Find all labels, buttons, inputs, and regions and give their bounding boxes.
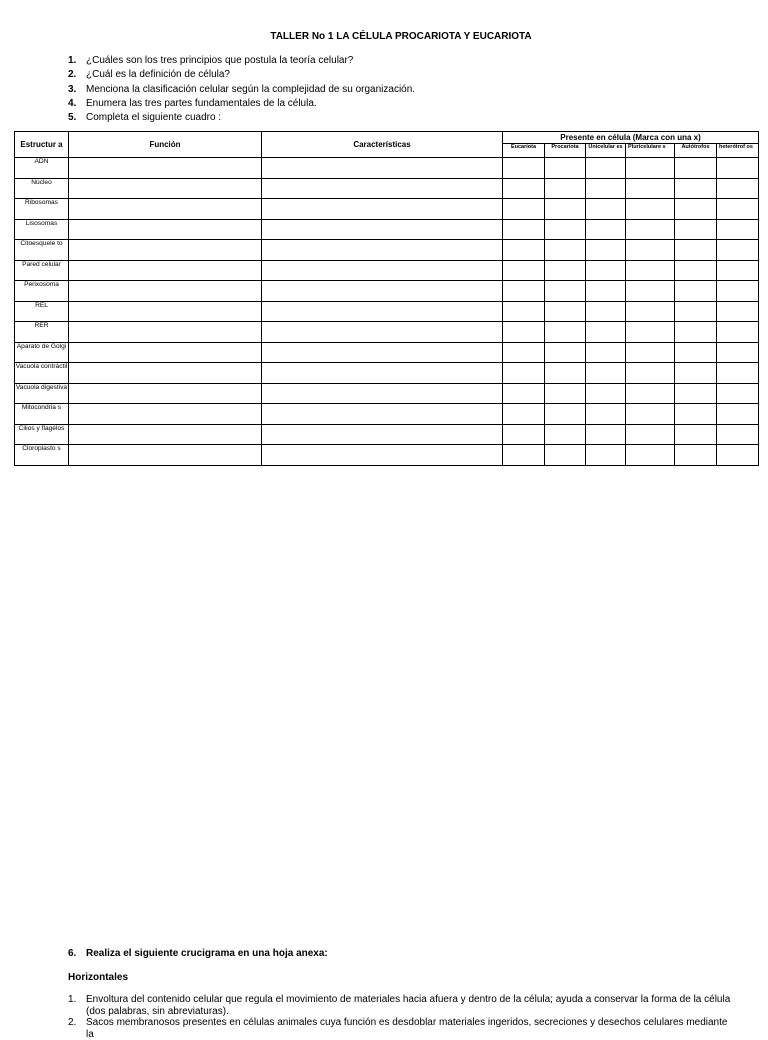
blank-cell[interactable]: [717, 260, 759, 281]
blank-cell[interactable]: [675, 424, 717, 445]
table-row: [15, 178, 759, 199]
table-row: [15, 383, 759, 404]
blank-cell[interactable]: [69, 322, 262, 343]
blank-cell[interactable]: [69, 404, 262, 425]
blank-cell[interactable]: [545, 158, 586, 179]
blank-cell[interactable]: [69, 199, 262, 220]
blank-cell[interactable]: [503, 404, 545, 425]
blank-cell[interactable]: [717, 404, 759, 425]
blank-cell[interactable]: [503, 383, 545, 404]
header-caracteristicas: Características: [262, 132, 503, 158]
header-heterotrofos: heterótrof os: [717, 144, 759, 158]
structure-label: Núcleo: [15, 178, 69, 199]
blank-cell[interactable]: [503, 301, 545, 322]
blank-cell[interactable]: [586, 281, 626, 302]
table-row: [15, 260, 759, 281]
clue-text: Sacos membranosos presentes en células animales cuya función es desdoblar materiales ingeridos, secreciones y desechos celulares mediante la: [86, 1017, 728, 1040]
blank-cell[interactable]: [503, 424, 545, 445]
blank-cell[interactable]: [675, 281, 717, 302]
blank-cell[interactable]: [717, 178, 759, 199]
blank-cell[interactable]: [503, 322, 545, 343]
blank-cell[interactable]: [675, 363, 717, 384]
header-unicelulares: Unicelular es: [586, 144, 626, 158]
structure-label: Ribosomas: [15, 199, 69, 220]
blank-cell[interactable]: [545, 342, 586, 363]
section-6-number: 6.: [68, 948, 77, 959]
blank-cell[interactable]: [69, 301, 262, 322]
blank-cell[interactable]: [586, 363, 626, 384]
blank-cell[interactable]: [626, 158, 675, 179]
structure-label: Cilios y flagelos: [15, 424, 69, 445]
question-number: 5.: [68, 112, 77, 124]
question-item: [68, 111, 748, 125]
blank-cell[interactable]: [69, 342, 262, 363]
blank-cell[interactable]: [545, 404, 586, 425]
blank-cell[interactable]: [503, 199, 545, 220]
blank-cell[interactable]: [545, 301, 586, 322]
cell-structure-table: [14, 131, 759, 466]
table-row: [15, 240, 759, 261]
blank-cell[interactable]: [675, 322, 717, 343]
blank-cell[interactable]: [586, 445, 626, 466]
clue-item: [68, 1017, 738, 1040]
table-row: [15, 281, 759, 302]
table-row: [15, 219, 759, 240]
header-autotrofos: Autótrofos: [675, 144, 717, 158]
clue-list: [68, 994, 738, 1040]
question-item: [68, 83, 748, 97]
question-number: 3.: [68, 83, 77, 95]
table-body: [15, 158, 759, 466]
clue-text: Envoltura del contenido celular que regula el movimiento de materiales hacia afuera y dentro de la célula; ayuda a conservar la forma de la célula (dos palabras, sin abreviaturas).: [86, 994, 731, 1017]
blank-cell[interactable]: [545, 383, 586, 404]
header-eucariota: Eucariota: [503, 144, 545, 158]
structure-label: REL: [15, 301, 69, 322]
blank-cell[interactable]: [69, 424, 262, 445]
blank-cell[interactable]: [586, 404, 626, 425]
blank-cell[interactable]: [545, 363, 586, 384]
blank-cell[interactable]: [717, 383, 759, 404]
blank-cell[interactable]: [262, 178, 503, 199]
blank-cell[interactable]: [262, 342, 503, 363]
section-6-heading: [68, 948, 328, 959]
blank-cell[interactable]: [262, 301, 503, 322]
blank-cell[interactable]: [675, 383, 717, 404]
question-item: [68, 68, 748, 82]
blank-cell[interactable]: [69, 178, 262, 199]
blank-cell[interactable]: [503, 240, 545, 261]
blank-cell[interactable]: [626, 260, 675, 281]
blank-cell[interactable]: [69, 158, 262, 179]
blank-cell[interactable]: [586, 199, 626, 220]
structure-label: Cloroplasto s: [15, 445, 69, 466]
blank-cell[interactable]: [262, 219, 503, 240]
blank-cell[interactable]: [586, 383, 626, 404]
structure-label: RER: [15, 322, 69, 343]
blank-cell[interactable]: [503, 158, 545, 179]
blank-cell[interactable]: [626, 342, 675, 363]
blank-cell[interactable]: [503, 178, 545, 199]
structure-label: Aparato de Golgi: [15, 342, 69, 363]
blank-cell[interactable]: [626, 445, 675, 466]
blank-cell[interactable]: [586, 322, 626, 343]
blank-cell[interactable]: [675, 219, 717, 240]
blank-cell[interactable]: [262, 363, 503, 384]
blank-cell[interactable]: [262, 424, 503, 445]
blank-cell[interactable]: [626, 404, 675, 425]
table-row: [15, 342, 759, 363]
question-text: Enumera las tres partes fundamentales de la célula.: [86, 97, 317, 109]
section-6-text: Realiza el siguiente crucigrama en una hoja anexa:: [86, 948, 328, 959]
blank-cell[interactable]: [626, 424, 675, 445]
blank-cell[interactable]: [545, 322, 586, 343]
blank-cell[interactable]: [503, 260, 545, 281]
blank-cell[interactable]: [586, 342, 626, 363]
table-row: [15, 363, 759, 384]
blank-cell[interactable]: [626, 363, 675, 384]
blank-cell[interactable]: [262, 404, 503, 425]
blank-cell[interactable]: [503, 445, 545, 466]
blank-cell[interactable]: [69, 383, 262, 404]
structure-label: Vacuola contráctil: [15, 363, 69, 384]
blank-cell[interactable]: [69, 219, 262, 240]
structure-label: Vacuola digestiva: [15, 383, 69, 404]
blank-cell[interactable]: [503, 363, 545, 384]
blank-cell[interactable]: [262, 158, 503, 179]
blank-cell[interactable]: [626, 199, 675, 220]
question-number: 1.: [68, 55, 77, 66]
header-estructura: Estructur a: [15, 132, 69, 158]
blank-cell[interactable]: [503, 342, 545, 363]
blank-cell[interactable]: [717, 281, 759, 302]
blank-cell[interactable]: [626, 383, 675, 404]
table-row: [15, 301, 759, 322]
table-row: [15, 199, 759, 220]
blank-cell[interactable]: [586, 424, 626, 445]
blank-cell[interactable]: [69, 281, 262, 302]
blank-cell[interactable]: [545, 281, 586, 302]
blank-cell[interactable]: [717, 424, 759, 445]
blank-cell[interactable]: [586, 178, 626, 199]
blank-cell[interactable]: [626, 281, 675, 302]
blank-cell[interactable]: [262, 322, 503, 343]
blank-cell[interactable]: [626, 219, 675, 240]
question-item: [68, 97, 748, 111]
blank-cell[interactable]: [717, 445, 759, 466]
blank-cell[interactable]: [586, 240, 626, 261]
question-list: [68, 54, 748, 125]
blank-cell[interactable]: [503, 219, 545, 240]
blank-cell[interactable]: [675, 404, 717, 425]
question-text: Completa el siguiente cuadro :: [86, 112, 222, 124]
structure-label: Citoesquele to: [15, 240, 69, 261]
table-row: [15, 424, 759, 445]
table-row: [15, 445, 759, 466]
header-presente: Presente en célula (Marca con una x): [503, 132, 759, 144]
blank-cell[interactable]: [545, 199, 586, 220]
blank-cell[interactable]: [675, 240, 717, 261]
clue-number: 2.: [68, 1017, 77, 1028]
blank-cell[interactable]: [626, 240, 675, 261]
blank-cell[interactable]: [675, 260, 717, 281]
structure-label: Mitocondria s: [15, 404, 69, 425]
blank-cell[interactable]: [545, 240, 586, 261]
blank-cell[interactable]: [545, 219, 586, 240]
blank-cell[interactable]: [675, 178, 717, 199]
blank-cell[interactable]: [717, 342, 759, 363]
blank-cell[interactable]: [626, 301, 675, 322]
blank-cell[interactable]: [545, 424, 586, 445]
blank-cell[interactable]: [503, 281, 545, 302]
question-number: 2.: [68, 69, 77, 81]
blank-cell[interactable]: [717, 158, 759, 179]
blank-cell[interactable]: [717, 301, 759, 322]
question-text: Menciona la clasificación celular según la complejidad de su organización.: [86, 83, 416, 95]
blank-cell[interactable]: [717, 363, 759, 384]
blank-cell[interactable]: [675, 199, 717, 220]
clue-number: 1.: [68, 994, 77, 1005]
blank-cell[interactable]: [262, 260, 503, 281]
blank-cell[interactable]: [586, 301, 626, 322]
table-row: [15, 404, 759, 425]
header-pluricelulares: Pluricelulare s: [626, 144, 675, 158]
header-funcion: Función: [69, 132, 262, 158]
blank-cell[interactable]: [69, 260, 262, 281]
question-text: ¿Cuál es la definición de célula?: [86, 69, 230, 81]
header-procariota: Procariota: [545, 144, 586, 158]
blank-cell[interactable]: [262, 199, 503, 220]
blank-cell[interactable]: [626, 178, 675, 199]
blank-cell[interactable]: [675, 158, 717, 179]
blank-cell[interactable]: [586, 219, 626, 240]
blank-cell[interactable]: [69, 240, 262, 261]
blank-cell[interactable]: [717, 199, 759, 220]
blank-cell[interactable]: [262, 445, 503, 466]
blank-cell[interactable]: [545, 178, 586, 199]
clue-item: [68, 994, 738, 1017]
structure-label: Pared celular: [15, 260, 69, 281]
structure-label: ADN: [15, 158, 69, 179]
blank-cell[interactable]: [675, 445, 717, 466]
blank-cell[interactable]: [717, 322, 759, 343]
blank-cell[interactable]: [675, 342, 717, 363]
blank-cell[interactable]: [675, 301, 717, 322]
blank-cell[interactable]: [717, 240, 759, 261]
blank-cell[interactable]: [262, 383, 503, 404]
question-number: 4.: [68, 97, 77, 109]
horizontales-heading: Horizontales: [68, 972, 129, 983]
structure-label: Lisosomas: [15, 219, 69, 240]
table-row: [15, 322, 759, 343]
blank-cell[interactable]: [586, 260, 626, 281]
blank-cell[interactable]: [262, 281, 503, 302]
blank-cell[interactable]: [626, 322, 675, 343]
blank-cell[interactable]: [262, 240, 503, 261]
blank-cell[interactable]: [586, 158, 626, 179]
blank-cell[interactable]: [69, 445, 262, 466]
blank-cell[interactable]: [717, 219, 759, 240]
blank-cell[interactable]: [545, 260, 586, 281]
page-title: TALLER No 1 LA CÉLULA PROCARIOTA Y EUCARIOTA: [270, 31, 532, 42]
structure-label: Perixosoma: [15, 281, 69, 302]
blank-cell[interactable]: [69, 363, 262, 384]
table-row: [15, 158, 759, 179]
blank-cell[interactable]: [545, 445, 586, 466]
question-text: ¿Cuáles son los tres principios que postula la teoría celular?: [86, 55, 354, 66]
question-item: [68, 54, 748, 68]
